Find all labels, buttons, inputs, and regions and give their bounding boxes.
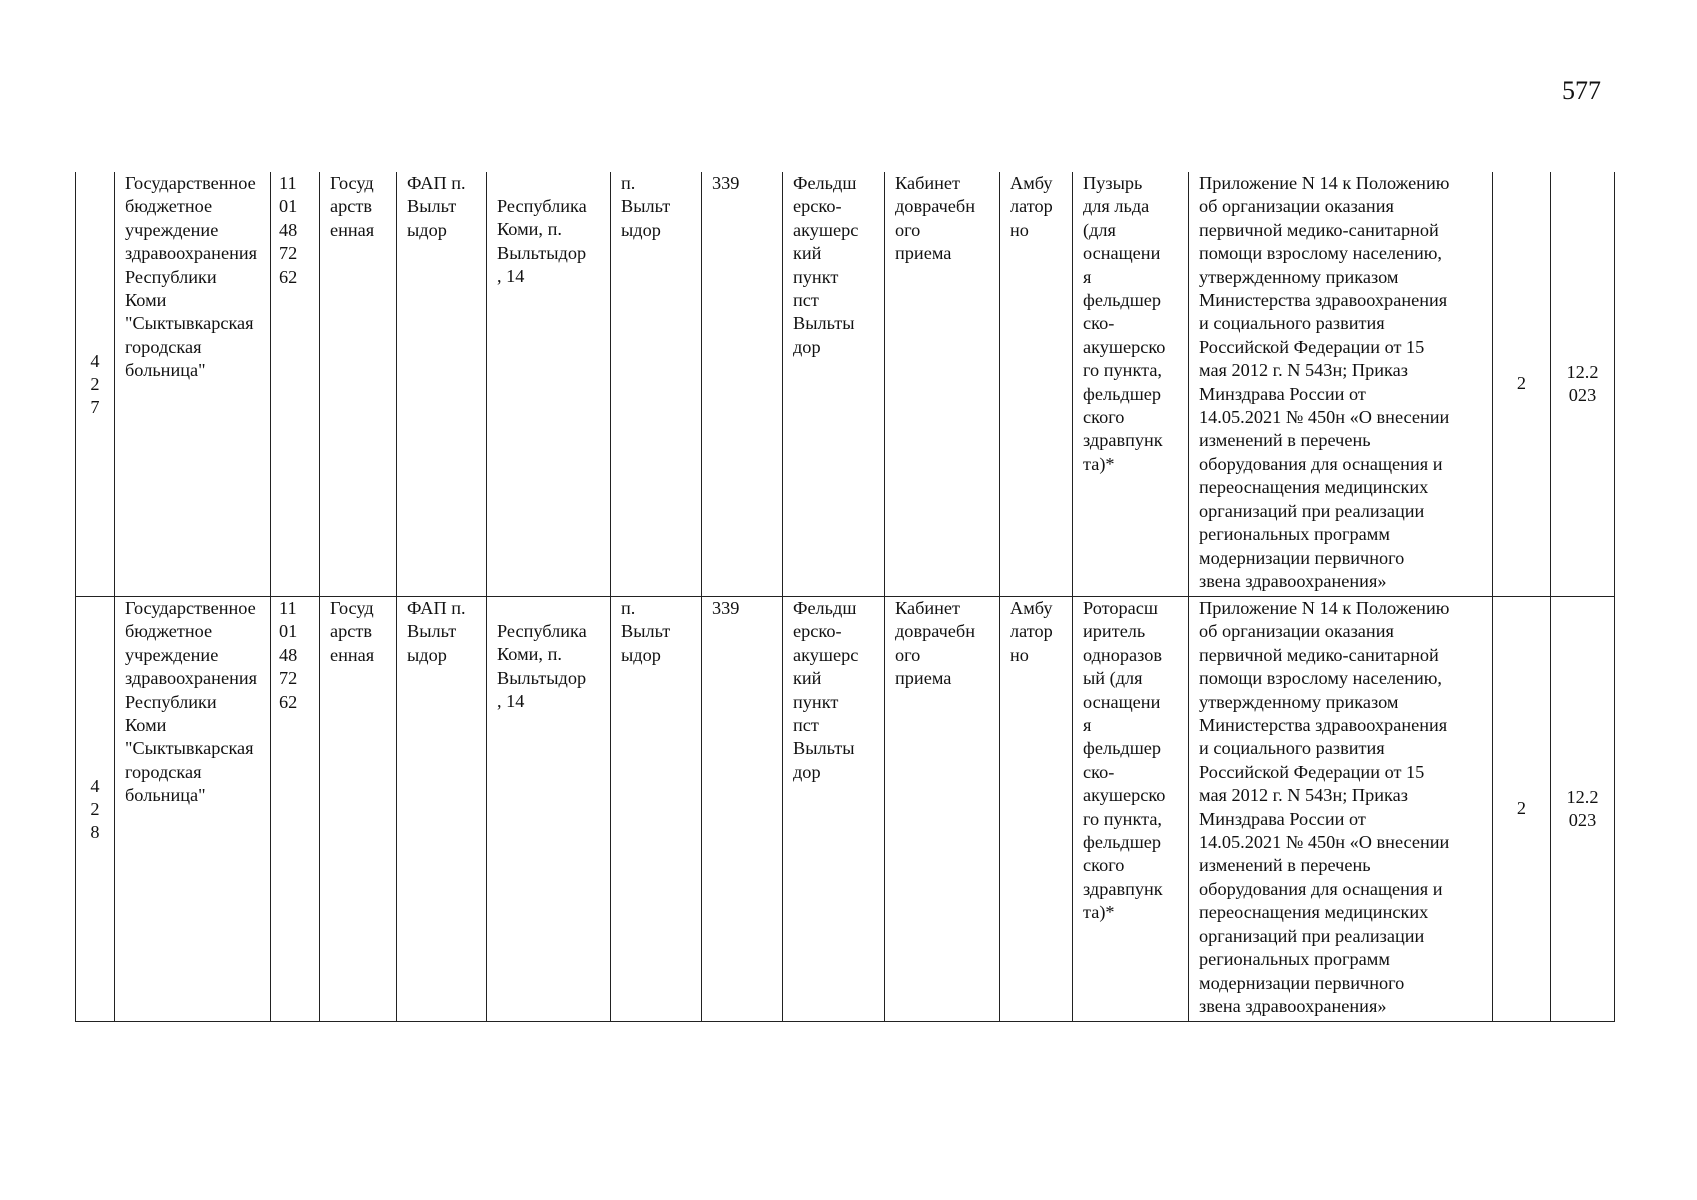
facility-type-cell: Фельдш ерско- акушерс кий пункт пст Выльты дор — [783, 172, 885, 597]
population-cell: 339 — [702, 597, 783, 1022]
equipment-cell: Роторасш иритель одноразов ый (для оснащени я фельдшер ско- акушерско го пункта, фельдшер ского здравпунк та)* — [1073, 597, 1189, 1022]
settlement-cell: п. Выльт ыдор — [611, 597, 702, 1022]
address-text: Республика Коми, п. Выльтыдор , 14 — [497, 196, 587, 287]
organization-cell: Государственное бюджетное учреждение здравоохранения Республики Коми "Сыктывкарская городская больница" — [115, 172, 271, 597]
regulation-cell: Приложение N 14 к Положению об организации оказания первичной медико-санитарной помощи взрослому населению, утвержденному приказом Министерства здравоохранения и социального развития Российской Федерации от 15 мая 2012 г. N 543н; Приказ Минздрава России от 14.05.2021 № 450н «О внесении изменений в перечень оборудования для оснащения и переоснащения медицинских организаций при реализации региональных программ модернизации первичного звена здравоохранения» — [1189, 597, 1493, 1022]
facility-cell: ФАП п. Выльт ыдор — [397, 172, 487, 597]
table-row — [76, 597, 1615, 1022]
population-cell: 339 — [702, 172, 783, 597]
room-cell: Кабинет доврачебн ого приема — [885, 172, 1000, 597]
row-number-digit: 4 — [90, 775, 100, 796]
inn-cell: 11 01 48 72 62 — [271, 597, 320, 1022]
equipment-cell: Пузырь для льда (для оснащени я фельдшер ско- акушерско го пункта, фельдшер ского здравпунк та)* — [1073, 172, 1189, 597]
row-number-cell — [76, 597, 115, 1022]
date-cell: 12.2 023 — [1551, 597, 1615, 1022]
organization-cell: Государственное бюджетное учреждение здравоохранения Республики Коми "Сыктывкарская городская больница" — [115, 597, 271, 1022]
address-cell — [487, 172, 611, 597]
date-cell: 12.2 023 — [1551, 172, 1615, 597]
care-type-cell: Амбу латор но — [1000, 172, 1073, 597]
facility-cell: ФАП п. Выльт ыдор — [397, 597, 487, 1022]
row-number-digit: 8 — [90, 821, 100, 842]
regulation-cell: Приложение N 14 к Положению об организации оказания первичной медико-санитарной помощи взрослому населению, утвержденному приказом Министерства здравоохранения и социального развития Российской Федерации от 15 мая 2012 г. N 543н; Приказ Минздрава России от 14.05.2021 № 450н «О внесении изменений в перечень оборудования для оснащения и переоснащения медицинских организаций при реализации региональных программ модернизации первичного звена здравоохранения» — [1189, 172, 1493, 597]
ownership-cell: Госуд арств енная — [320, 597, 397, 1022]
row-number-digit: 4 — [90, 350, 100, 371]
row-number-digit: 2 — [90, 798, 100, 819]
address-cell — [487, 597, 611, 1022]
equipment-registry-table — [75, 172, 1615, 1022]
quantity-cell: 2 — [1493, 597, 1551, 1022]
care-type-cell: Амбу латор но — [1000, 597, 1073, 1022]
row-number-digit: 2 — [90, 373, 100, 394]
page-number: 577 — [1562, 76, 1601, 105]
room-cell: Кабинет доврачебн ого приема — [885, 597, 1000, 1022]
ownership-cell: Госуд арств енная — [320, 172, 397, 597]
quantity-cell: 2 — [1493, 172, 1551, 597]
settlement-cell: п. Выльт ыдор — [611, 172, 702, 597]
table-row — [76, 172, 1615, 597]
facility-type-cell: Фельдш ерско- акушерс кий пункт пст Выльты дор — [783, 597, 885, 1022]
inn-cell: 11 01 48 72 62 — [271, 172, 320, 597]
row-number-cell — [76, 172, 115, 597]
address-text: Республика Коми, п. Выльтыдор , 14 — [497, 621, 587, 712]
row-number-digit: 7 — [90, 396, 100, 417]
